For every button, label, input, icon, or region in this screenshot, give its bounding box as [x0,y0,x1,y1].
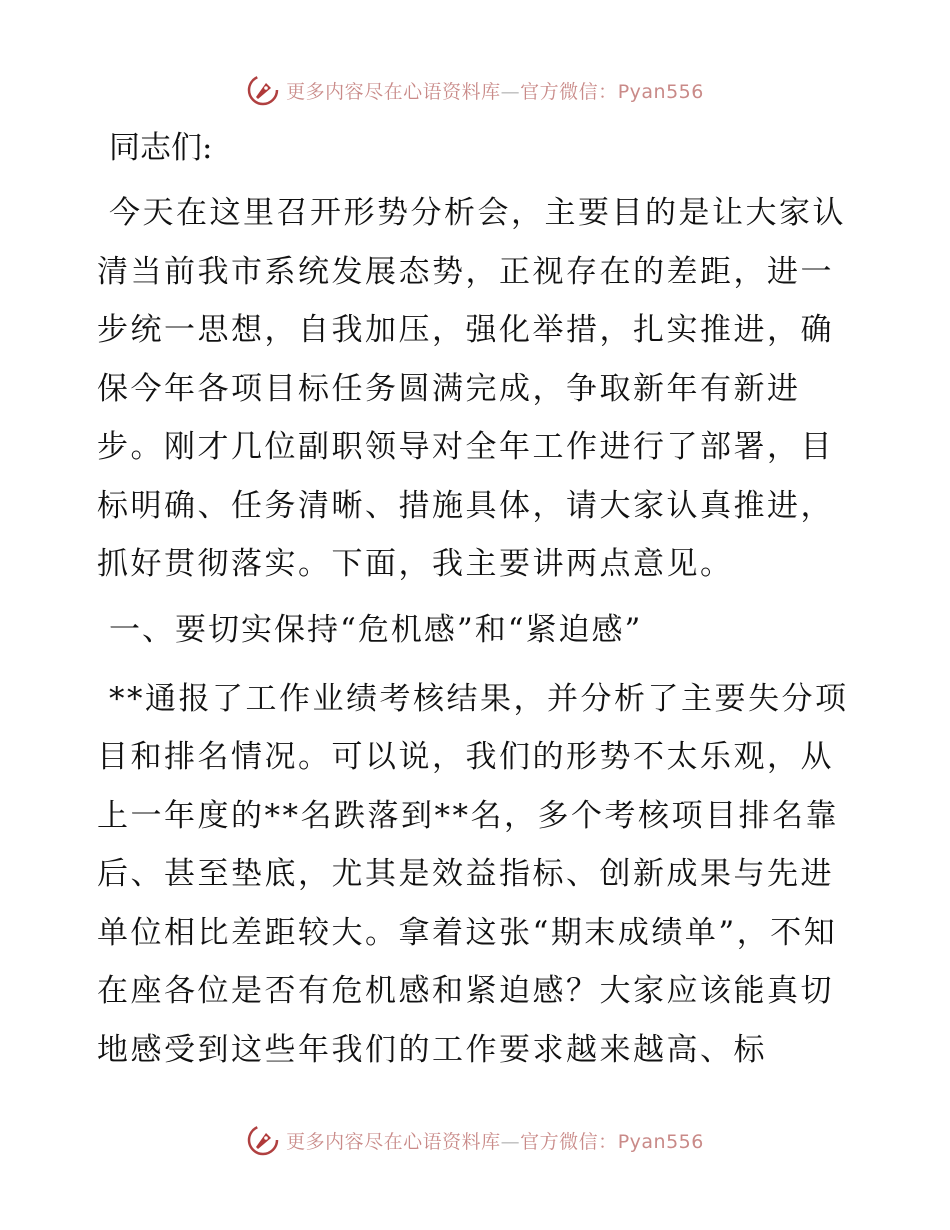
watermark-separator: — [500,1130,521,1153]
footer-watermark [0,1120,950,1160]
paragraph-intro: 今天在这里召开形势分析会，主要目的是让大家认清当前我市系统发展态势，正视存在的差距，进一步统一思想，自我加压，强化举措，扎实推进，确保今年各项目标任务圆满完成，争取新年有新进步。刚才几位副职领导对全年工作进行了部署，目标明确、任务清晰、措施具体，请大家认真推进，抓好贯彻落实。下面，我主要讲两点意见。 [97,195,846,582]
watermark-separator: — [500,80,521,103]
watermark-official-label: 官方微信： [520,80,618,103]
watermark-brand: 更多内容尽在心语资料库 [286,80,501,103]
pen-nib-logo-icon [246,1123,280,1157]
section-heading: 一、要切实保持“危机感”和“紧迫感” [109,611,643,648]
document-body [97,122,857,1089]
greeting: 同志们: [109,130,213,166]
pen-nib-logo-icon [246,73,280,107]
paragraph-assessment: **通报了工作业绩考核结果，并分析了主要失分项目和排名情况。可以说，我们的形势不太乐观，从上一年度的**名跌落到**名，多个考核项目排名靠后、甚至垫底，尤其是效益指标、创新成果与先进单位相比差距较大。拿着这张“期末成绩单”，不知在座各位是否有危机感和紧迫感？大家应该能真切地感受到这些年我们的工作要求越来越高、标 [97,680,849,1068]
watermark-official-label: 官方微信： [520,1130,618,1153]
header-watermark [0,70,950,110]
watermark-brand: 更多内容尽在心语资料库 [286,1130,501,1153]
watermark-wechat-id: Pyan556 [617,1130,704,1153]
watermark-text [286,77,704,104]
watermark-wechat-id: Pyan556 [617,80,704,103]
watermark-text [286,1127,704,1154]
